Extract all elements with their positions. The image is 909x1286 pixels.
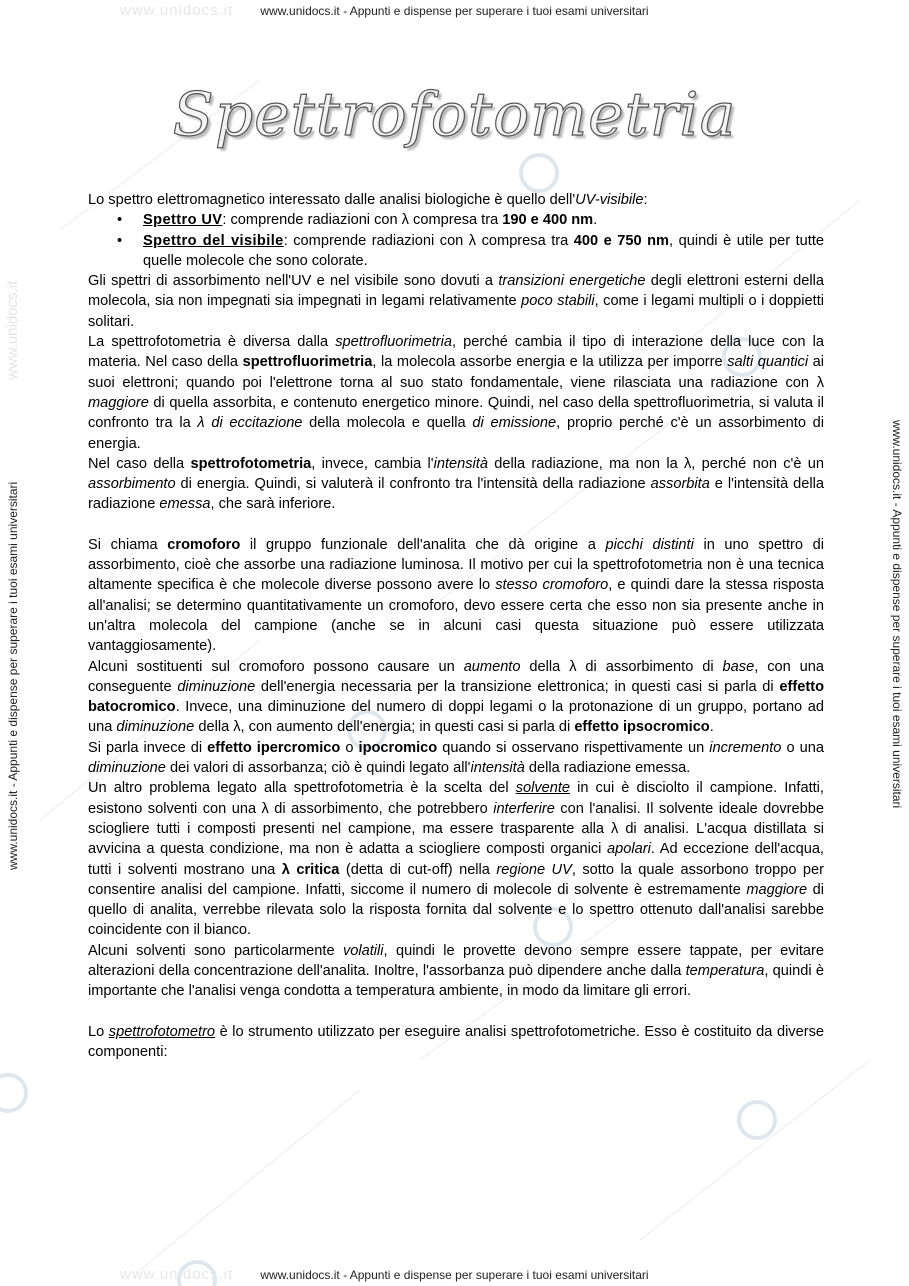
paragraph: Gli spettri di assorbimento nell'UV e nel visibile sono dovuti a transizioni energetiche degli elettroni esterni della molecola, sia non impegnati sia impegnati in legami relativamente poco stabili, come i legami multipli o i doppietti solitari.: [88, 273, 825, 330]
left-watermark: www.unidocs.it - Appunti e dispense per superare i tuoi esami universitari: [6, 481, 20, 870]
paragraph: Nel caso della spettrofotometria, invece, cambia l'intensità della radiazione, ma non la λ, perché non c'è un assorbimento di energia. Quindi, si valuterà il confronto tra l'intensità della radiazione assorbita e l'intensità della radiazione emessa, che sarà inferiore.: [88, 455, 825, 513]
ghost-watermark-left: www.unidocs.it: [4, 280, 21, 380]
footer-watermark: www.unidocs.it - Appunti e dispense per superare i tuoi esami universitari: [260, 1268, 649, 1282]
paragraph: Si parla invece di effetto ipercromico o ipocromico quando si osservano rispettivamente un incremento o una diminuzione dei valori di assorbanza; ciò è quindi legato all'intensità della radiazione emessa.: [88, 739, 824, 777]
spectrum-list: [88, 210, 824, 271]
header-watermark: www.unidocs.it - Appunti e dispense per superare i tuoi esami universitari: [260, 4, 649, 18]
paragraph-intro: Lo spettro elettromagnetico interessato dalle analisi biologiche è quello dell'UV-visibile:: [88, 192, 648, 208]
paragraph: La spettrofotometria è diversa dalla spettrofluorimetria, perché cambia il tipo di interazione della luce con la materia. Nel caso della spettrofluorimetria, la molecola assorbe energia e la utilizza per imporre salti quantici ai suoi elettroni; quando poi l'elettrone torna al suo stato fondamentale, viene rilasciata una radiazione con λ maggiore di quella assorbita, e contenuto energetico minore. Quindi, nel caso della spettrofluorimetria, si valuta il confronto tra la λ di eccitazione della molecola e quella di emissione, proprio perché c'è un assorbimento di energia.: [88, 334, 825, 452]
list-item: • Spettro del visibile: comprende radiazioni con λ compresa tra 400 e 750 nm, quindi è utile per tutte quelle molecole che sono colorate.: [143, 231, 824, 272]
document-body: [88, 190, 824, 1062]
paragraph: Lo spettrofotometro è lo strumento utilizzato per eseguire analisi spettrofotometriche. Esso è costituito da diverse componenti:: [88, 1023, 824, 1060]
paragraph: Alcuni sostituenti sul cromoforo possono causare un aumento della λ di assorbimento di base, con una conseguente diminuzione dell'energia necessaria per la transizione elettronica; in questi casi si parla di effetto batocromico. Invece, una diminuzione del numero di doppi legami o la protonazione di un gruppo, portano ad una diminuzione della λ, con aumento dell'energia; in questi casi si parla di effetto ipsocromico.: [88, 658, 825, 736]
paragraph: Si chiama cromoforo il gruppo funzionale dell'analita che dà origine a picchi distinti in uno spettro di assorbimento, cioè che assorbe una radiazione luminosa. Il motivo per cui la spettrofotometria non è una tecnica altamente specifica è che molecole diverse possono avere lo stesso cromoforo, e quindi dare la stessa risposta all'analisi; se determino quantitativamente un cromoforo, devo essere certa che esso non sia presente anche in un'altra molecola del campione (anche se in alcuni casi questa situazione può essere utilizzata vantaggiosamente).: [88, 536, 825, 655]
paragraph: Alcuni solventi sono particolarmente volatili, quindi le provette devono sempre essere tappate, per evitare alterazioni della concentrazione dell'analita. Inoltre, l'assorbanza può dipendere anche dalla temperatura, quindi è importante che l'analisi venga condotta a temperatura ambiente, in modo da limitare gli errori.: [88, 942, 824, 1000]
right-watermark: www.unidocs.it - Appunti e dispense per superare i tuoi esami universitari: [890, 420, 904, 809]
ghost-watermark-bottom: www.unidocs.it: [120, 1266, 234, 1283]
paragraph-gap: [88, 515, 824, 535]
ghost-watermark-top: www.unidocs.it: [120, 2, 234, 19]
page-title: Spettrofotometria: [172, 80, 737, 150]
paragraph: Un altro problema legato alla spettrofotometria è la scelta del solvente in cui è disciolto il campione. Infatti, esistono solventi con una λ di assorbimento, che potrebbero interferire con l'analisi. Il solvente ideale dovrebbe sciogliere tutti i composti presenti nel campione, ma essere trasparente alla λ di analisi. L'acqua distillata si avvicina a questa condizione, ma non è adatta a sciogliere composti organici apolari. Ad eccezione dell'acqua, tutti i solventi mostrano una λ critica (detta di cut-off) nella regione UV, sotto la quale assorbono troppo per consentire analisi del campione. Infatti, siccome il numero di molecole di solvente è estremamente maggiore di quello di analita, verrebbe rilevata solo la risposta fornita dal solvente e lo spettro ottenuto dall'analisi sarebbe coincidente con il bianco.: [88, 780, 825, 939]
paragraph-gap: [88, 1002, 824, 1022]
list-item: • Spettro UV: comprende radiazioni con λ compresa tra 190 e 400 nm.: [143, 210, 824, 230]
